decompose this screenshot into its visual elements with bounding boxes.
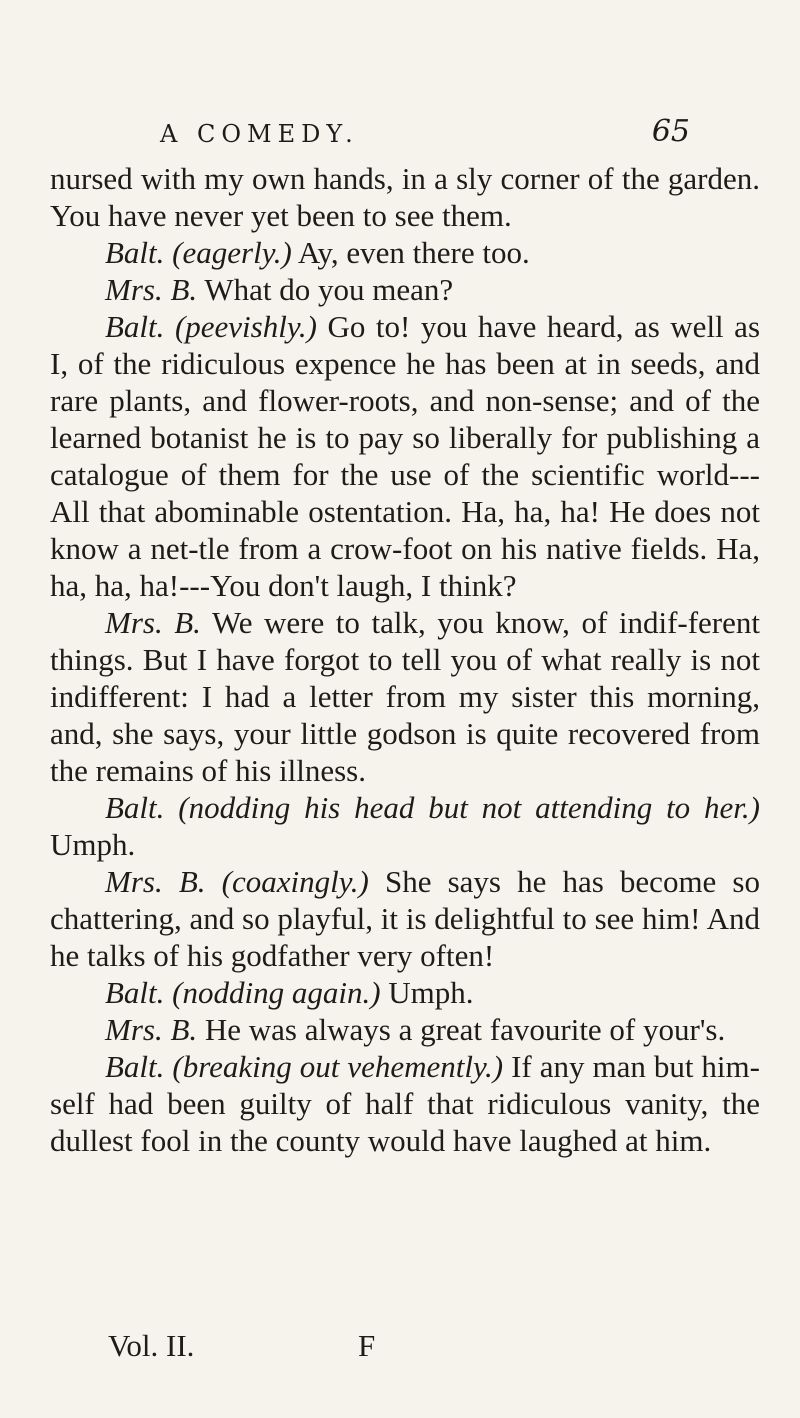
paragraph xyxy=(50,160,760,234)
volume-signature: Vol. II. xyxy=(108,1328,195,1363)
speaker: Balt. xyxy=(105,235,165,270)
paragraph xyxy=(50,863,760,974)
paragraph xyxy=(50,271,760,308)
page-number: 65 xyxy=(651,114,690,149)
paragraph-text: If any man but him-self had been guilty of half that ridiculous vanity, the dullest fool in the county would have laughed at him. xyxy=(50,1049,760,1158)
paragraph-text: He was always a great favourite of your's. xyxy=(204,1012,726,1047)
speaker: Mrs. B. xyxy=(105,864,206,899)
speaker: Balt. xyxy=(105,790,165,825)
speaker: Balt. xyxy=(105,975,165,1010)
paragraph-text: Ay, even there too. xyxy=(297,235,530,270)
stage-direction: (coaxingly.) xyxy=(221,864,369,899)
paragraph xyxy=(50,974,760,1011)
paragraph-text: nursed with my own hands, in a sly corner of the garden. You have never yet been to see them. xyxy=(50,161,760,233)
paragraph-text: Umph. xyxy=(50,827,136,862)
paragraph xyxy=(50,308,760,604)
speaker: Balt. xyxy=(105,309,165,344)
speaker: Mrs. B. xyxy=(105,1012,198,1047)
paragraph xyxy=(50,234,760,271)
paragraph-text: Go to! you have heard, as well as I, of the ridiculous expence he has been at in seeds, and rare plants, and flower-roots, and non-sense; and of the learned botanist he is to pay so liberally for publishing a catalogue of them for the use of the scientific world---All that abominable ostentation. Ha, ha, ha! He does not know a net-tle from a crow-foot on his native fields. Ha, ha, ha, ha!---You don't laugh, I think? xyxy=(50,309,761,603)
paragraph-text: We were to talk, you know, of indif-ferent things. But I have forgot to tell you of what really is not indifferent: I had a letter from my sister this morning, and, she says, your little godson is quite recovered from the remains of his illness. xyxy=(50,605,760,788)
paragraph-text: Umph. xyxy=(388,975,474,1010)
speaker: Balt. xyxy=(105,1049,165,1084)
stage-direction: (eagerly.) xyxy=(172,235,292,270)
stage-direction: (breaking out vehemently.) xyxy=(172,1049,504,1084)
page-body xyxy=(50,160,760,1159)
paragraph xyxy=(50,1048,760,1159)
speaker: Mrs. B. xyxy=(105,605,201,640)
stage-direction: (peevishly.) xyxy=(174,309,317,344)
paragraph xyxy=(50,789,760,863)
stage-direction: (nodding his head but not attending to her.) xyxy=(178,790,760,825)
stage-direction: (nodding again.) xyxy=(172,975,381,1010)
paragraph-text: What do you mean? xyxy=(204,272,454,307)
running-title: A COMEDY. xyxy=(160,120,359,148)
paragraph xyxy=(50,604,760,789)
speaker: Mrs. B. xyxy=(105,272,198,307)
paragraph-text: She says he has become so chattering, and so playful, it is delightful to see him! And he talks of his godfather very often! xyxy=(50,864,760,973)
signature-mark: F xyxy=(358,1328,376,1363)
paragraph xyxy=(50,1011,760,1048)
